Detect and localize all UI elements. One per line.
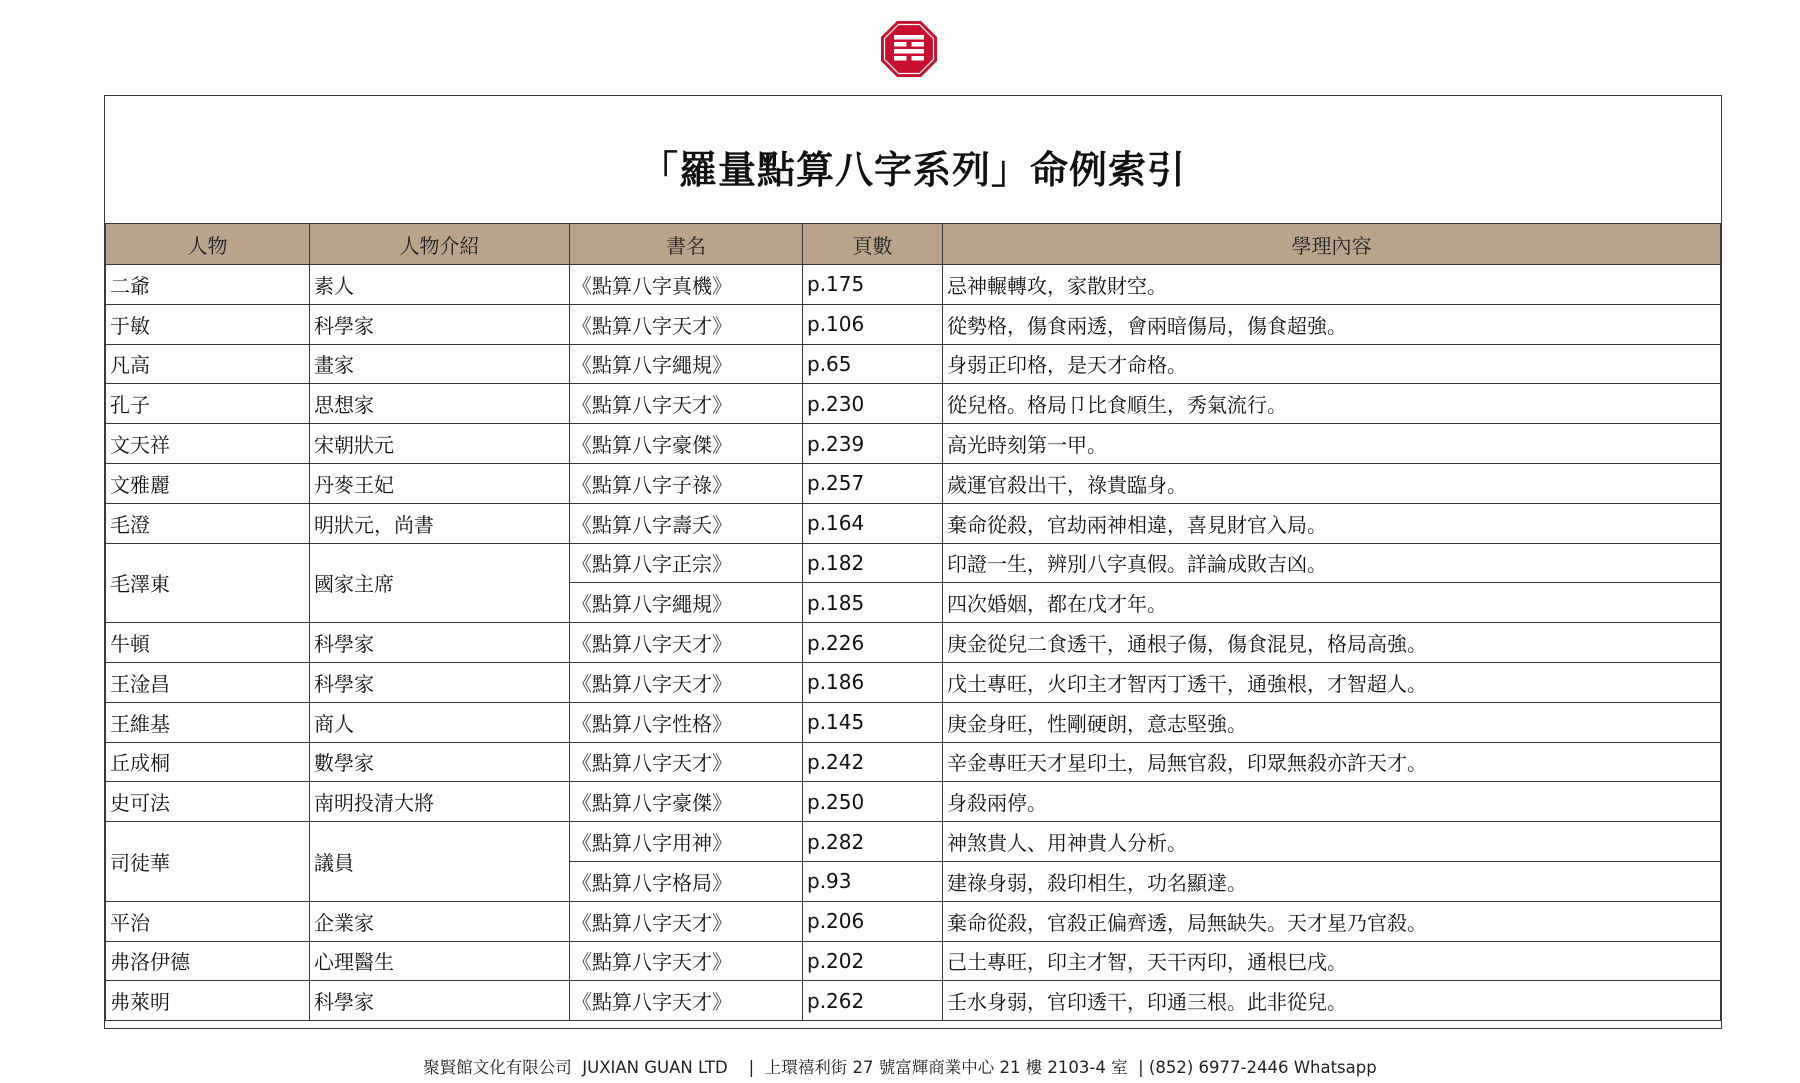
header-page: 頁數 [803, 224, 943, 265]
cell-person: 平治 [106, 901, 310, 941]
header-intro: 人物介紹 [310, 224, 570, 265]
table-row [106, 463, 1721, 503]
cell-person: 史可法 [106, 782, 310, 822]
table-body [106, 265, 1721, 1021]
cell-intro: 丹麥王妃 [310, 463, 570, 503]
cell-content: 神煞貴人、用神貴人分析。 [943, 822, 1721, 862]
cell-person: 牛頓 [106, 623, 310, 663]
cell-person: 王淦昌 [106, 662, 310, 702]
cell-book: 《點算八字格局》 [570, 861, 803, 901]
cell-intro: 企業家 [310, 901, 570, 941]
cell-person: 司徒華 [106, 822, 310, 902]
cell-page: p.230 [803, 384, 943, 424]
header-book: 書名 [570, 224, 803, 265]
cell-content: 歲運官殺出干，祿貴臨身。 [943, 463, 1721, 503]
cell-content: 庚金身旺，性剛硬朗，意志堅強。 [943, 702, 1721, 742]
cell-book: 《點算八字天才》 [570, 384, 803, 424]
cell-person: 文天祥 [106, 424, 310, 464]
cell-book: 《點算八字用神》 [570, 822, 803, 862]
cell-book: 《點算八字真機》 [570, 265, 803, 305]
cell-content: 棄命從殺，官劫兩神相違，喜見財官入局。 [943, 503, 1721, 543]
table-row [106, 702, 1721, 742]
cell-content: 高光時刻第一甲。 [943, 424, 1721, 464]
cell-intro: 科學家 [310, 304, 570, 344]
cell-intro: 議員 [310, 822, 570, 902]
cell-page: p.106 [803, 304, 943, 344]
cell-content: 從兒格。格局卩比食順生，秀氣流行。 [943, 384, 1721, 424]
cell-intro: 南明投清大將 [310, 782, 570, 822]
cell-book: 《點算八字正宗》 [570, 543, 803, 583]
cell-page: p.93 [803, 861, 943, 901]
cell-book: 《點算八字性格》 [570, 702, 803, 742]
table-row [106, 424, 1721, 464]
table-header-row [106, 224, 1721, 265]
table-row [106, 742, 1721, 782]
cell-intro: 科學家 [310, 662, 570, 702]
cell-book: 《點算八字天才》 [570, 623, 803, 663]
cell-intro: 宋朝狀元 [310, 424, 570, 464]
cell-page: p.282 [803, 822, 943, 862]
table-row [106, 662, 1721, 702]
cell-intro: 數學家 [310, 742, 570, 782]
table-row [106, 265, 1721, 305]
cell-content: 辛金專旺天才星印土，局無官殺，印眾無殺亦許天才。 [943, 742, 1721, 782]
cell-book: 《點算八字壽夭》 [570, 503, 803, 543]
cell-person: 毛澤東 [106, 543, 310, 623]
cell-content: 庚金從兒二食透干，通根子傷，傷食混見，格局高強。 [943, 623, 1721, 663]
table-row [106, 384, 1721, 424]
cell-person: 丘成桐 [106, 742, 310, 782]
table-row [106, 623, 1721, 663]
cell-intro: 科學家 [310, 981, 570, 1021]
cell-book: 《點算八字天才》 [570, 981, 803, 1021]
page-title: 「羅量點算八字系列」命例索引 [639, 148, 1186, 192]
index-frame [104, 95, 1722, 1029]
cell-person: 孔子 [106, 384, 310, 424]
cell-intro: 素人 [310, 265, 570, 305]
cell-person: 毛澄 [106, 503, 310, 543]
cell-intro: 心理醫生 [310, 941, 570, 981]
cell-intro: 思想家 [310, 384, 570, 424]
cell-book: 《點算八字天才》 [570, 662, 803, 702]
header-person: 人物 [106, 224, 310, 265]
cell-content: 忌神輾轉攻，家散財空。 [943, 265, 1721, 305]
cell-content: 戊土專旺，火印主才智丙丁透干，通強根，才智超人。 [943, 662, 1721, 702]
cell-book: 《點算八字子祿》 [570, 463, 803, 503]
cell-person: 弗洛伊德 [106, 941, 310, 981]
cell-intro: 畫家 [310, 344, 570, 384]
cell-content: 己土專旺，印主才智，天干丙印，通根巳戌。 [943, 941, 1721, 981]
cell-book: 《點算八字繩規》 [570, 344, 803, 384]
cell-page: p.257 [803, 463, 943, 503]
cell-intro: 明狀元，尚書 [310, 503, 570, 543]
cell-person: 王維基 [106, 702, 310, 742]
cell-page: p.175 [803, 265, 943, 305]
cell-intro: 商人 [310, 702, 570, 742]
logo-icon [880, 20, 938, 78]
cell-page: p.145 [803, 702, 943, 742]
cell-person: 二爺 [106, 265, 310, 305]
table-row [106, 503, 1721, 543]
cell-book: 《點算八字豪傑》 [570, 782, 803, 822]
cell-content: 壬水身弱，官印透干，印通三根。此非從兒。 [943, 981, 1721, 1021]
cell-book: 《點算八字豪傑》 [570, 424, 803, 464]
cell-page: p.262 [803, 981, 943, 1021]
table-row [106, 941, 1721, 981]
cell-page: p.250 [803, 782, 943, 822]
table-row [106, 304, 1721, 344]
cell-content: 從勢格，傷食兩透，會兩暗傷局，傷食超強。 [943, 304, 1721, 344]
header-content: 學理內容 [943, 224, 1721, 265]
table-row [106, 782, 1721, 822]
cell-book: 《點算八字繩規》 [570, 583, 803, 623]
cell-person: 凡高 [106, 344, 310, 384]
cell-page: p.182 [803, 543, 943, 583]
cell-person: 于敏 [106, 304, 310, 344]
footer-contact: 聚賢館文化有限公司 JUXIAN GUAN LTD | 上環禧利街 27 號富輝商業中心 21 樓 2103-4 室 | (852) 6977-2446 Whatsapp [423, 1058, 1377, 1077]
cell-page: p.226 [803, 623, 943, 663]
cell-page: p.242 [803, 742, 943, 782]
cell-intro: 國家主席 [310, 543, 570, 623]
cell-content: 印證一生，辨別八字真假。詳論成敗吉凶。 [943, 543, 1721, 583]
table-row [106, 901, 1721, 941]
cell-page: p.239 [803, 424, 943, 464]
index-table [105, 223, 1721, 1021]
cell-content: 身弱正印格，是天才命格。 [943, 344, 1721, 384]
table-row [106, 981, 1721, 1021]
title-area [105, 96, 1721, 223]
cell-book: 《點算八字天才》 [570, 941, 803, 981]
cell-book: 《點算八字天才》 [570, 742, 803, 782]
table-row [106, 543, 1721, 583]
cell-content: 棄命從殺，官殺正偏齊透，局無缺失。天才星乃官殺。 [943, 901, 1721, 941]
cell-page: p.164 [803, 503, 943, 543]
cell-page: p.186 [803, 662, 943, 702]
cell-intro: 科學家 [310, 623, 570, 663]
cell-book: 《點算八字天才》 [570, 901, 803, 941]
cell-person: 文雅麗 [106, 463, 310, 503]
cell-page: p.202 [803, 941, 943, 981]
cell-person: 弗萊明 [106, 981, 310, 1021]
cell-page: p.65 [803, 344, 943, 384]
cell-page: p.185 [803, 583, 943, 623]
table-row [106, 822, 1721, 862]
cell-book: 《點算八字天才》 [570, 304, 803, 344]
cell-content: 身殺兩停。 [943, 782, 1721, 822]
cell-content: 建祿身弱，殺印相生，功名顯達。 [943, 861, 1721, 901]
cell-page: p.206 [803, 901, 943, 941]
table-row [106, 344, 1721, 384]
cell-content: 四次婚姻，都在戊才年。 [943, 583, 1721, 623]
